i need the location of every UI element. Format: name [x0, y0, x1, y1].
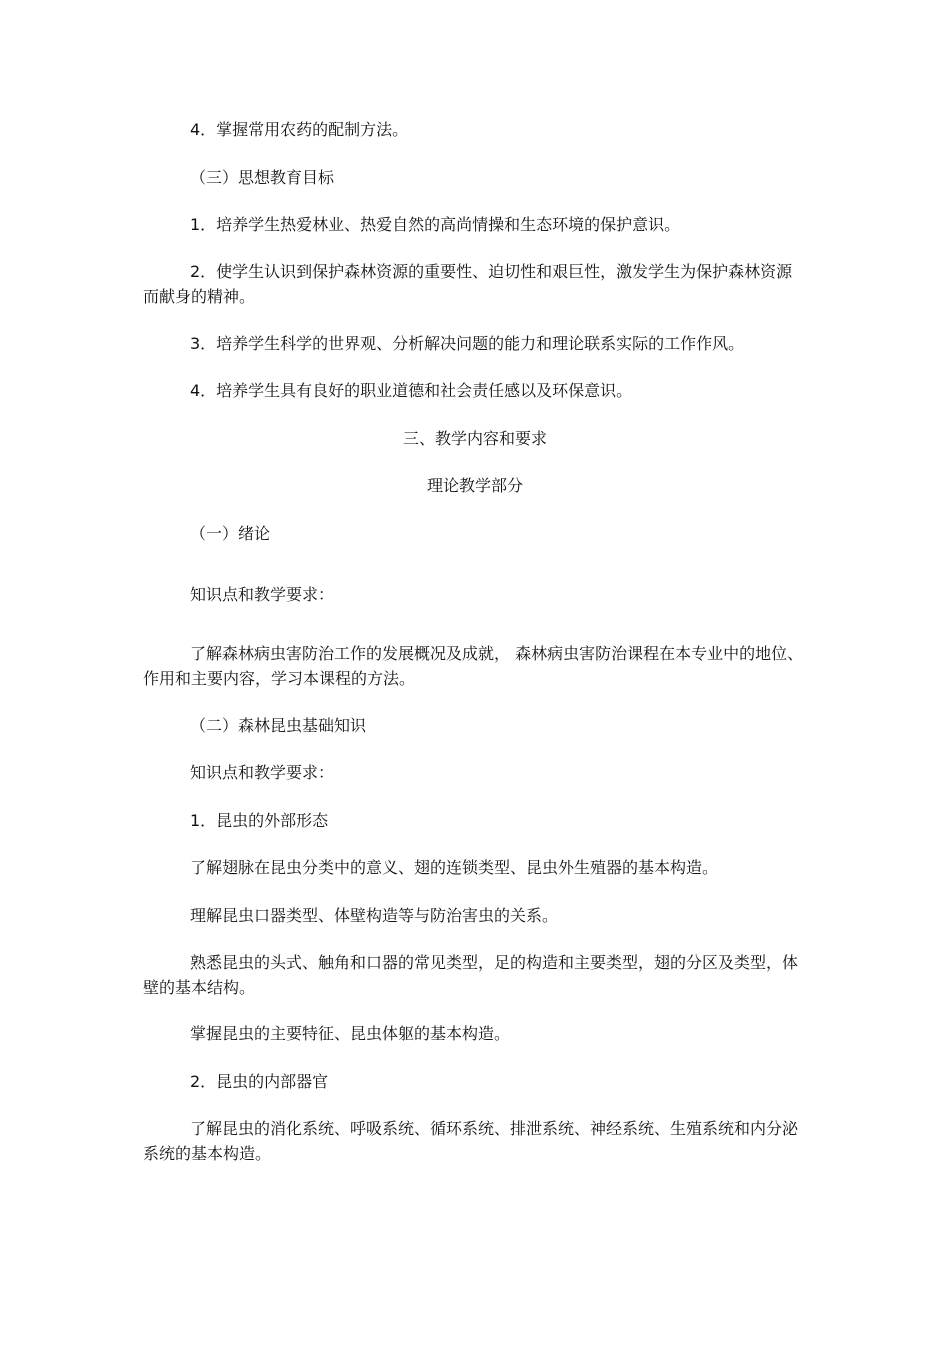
morphology-master: 掌握昆虫的主要特征、昆虫体躯的基本构造。 [190, 1024, 511, 1043]
knowledge-requirements-label: 知识点和教学要求： [190, 763, 335, 782]
subsection-internal-organs: 2．昆虫的内部器官 [190, 1072, 329, 1091]
ideological-goal-1: 1．培养学生热爱林业、热爱自然的高尚情操和生态环境的保护意识。 [190, 215, 681, 234]
morphology-familiar: 熟悉昆虫的头式、触角和口器的常见类型，足的构造和主要类型，翅的分区及类型，体壁的基本结构。 [143, 953, 799, 997]
ideological-goal-4: 4．培养学生具有良好的职业道德和社会责任感以及环保意识。 [190, 381, 633, 400]
ideological-goal-2: 2．使学生认识到保护森林资源的重要性、迫切性和艰巨性，激发学生为保护森林资源而献身的精神。 [143, 262, 793, 306]
ideological-goal-3: 3．培养学生科学的世界观、分析解决问题的能力和理论联系实际的工作作风。 [190, 334, 745, 353]
introduction-requirement: 了解森林病虫害防治工作的发展概况及成就， 森林病虫害防治课程在本专业中的地位、作用和主要内容，学习本课程的方法。 [143, 644, 804, 688]
morphology-understand: 了解翅脉在昆虫分类中的意义、翅的连锁类型、昆虫外生殖器的基本构造。 [190, 858, 719, 877]
section-heading-ideological-goals: （三）思想教育目标 [190, 168, 335, 187]
chapter-heading-teaching-content: 三、教学内容和要求 [402, 429, 547, 448]
subsection-external-morphology: 1．昆虫的外部形态 [190, 811, 329, 830]
knowledge-requirements-label: 知识点和教学要求： [190, 585, 335, 604]
internal-organs-understand: 了解昆虫的消化系统、呼吸系统、循环系统、排泄系统、神经系统、生殖系统和内分泌系统的基本构造。 [143, 1119, 799, 1163]
morphology-comprehend: 理解昆虫口器类型、体壁构造等与防治害虫的关系。 [190, 906, 559, 925]
section-heading-introduction: （一）绪论 [190, 524, 271, 543]
subheading-theory-teaching: 理论教学部分 [426, 476, 523, 495]
section-heading-insect-basics: （二）森林昆虫基础知识 [190, 716, 367, 735]
pesticide-objective-4: 4．掌握常用农药的配制方法。 [190, 120, 409, 139]
